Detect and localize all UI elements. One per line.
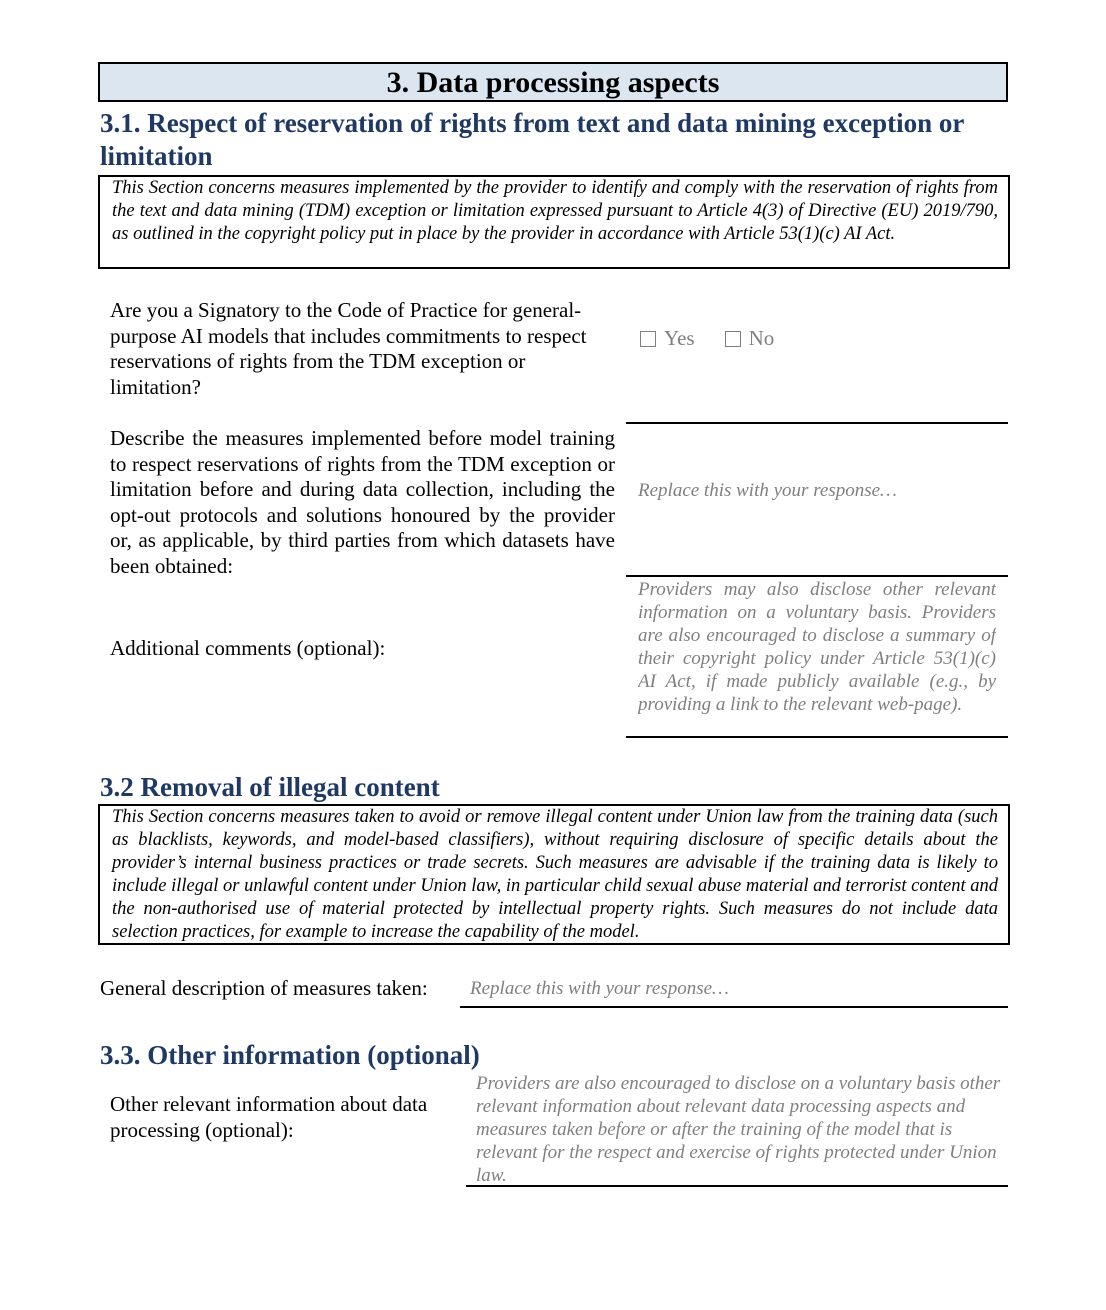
yes-label: Yes bbox=[664, 326, 695, 350]
heading-3-3: 3.3. Other information (optional) bbox=[100, 1040, 480, 1070]
checkbox-icon[interactable] bbox=[725, 331, 741, 347]
info-box-3-1: This Section concerns measures implemented by the provider to identify and comply with the reservation of rights from the text and data mining (TDM) exception or limitation expressed pursuant to Article 4(3) of Directive (EU) 2019/790, as outlined in the copyright policy put in place by the provider in accordance with Article 53(1)(c) AI Act. bbox=[98, 175, 1010, 269]
other-info-label: Other relevant information about data processing (optional): bbox=[110, 1092, 428, 1142]
divider-line bbox=[626, 736, 1008, 738]
signatory-question-label: Are you a Signatory to the Code of Practice for general-purpose AI models that includes commitments to respect reservations of rights from the TDM exception or limitation? bbox=[110, 298, 587, 399]
section-title: 3. Data processing aspects bbox=[98, 62, 1008, 102]
heading-3-2: 3.2 Removal of illegal content bbox=[100, 772, 440, 802]
divider-line bbox=[460, 1006, 1008, 1008]
heading-3-1: 3.1. Respect of reservation of rights from text and data mining exception or limitation bbox=[100, 108, 964, 171]
tdm-measures-label: Describe the measures implemented before model training to respect reservations of rights from the TDM exception or limitation before and during data collection, including the opt-out protocols and solutions honoured by the provider or, as applicable, by third parties from which datasets have been obtained: bbox=[110, 426, 615, 578]
divider-line bbox=[466, 1185, 1008, 1187]
no-checkbox[interactable] bbox=[725, 326, 775, 351]
signatory-options bbox=[640, 326, 774, 351]
measures-taken-response-field[interactable]: Replace this with your response… bbox=[470, 978, 729, 999]
additional-comments-label: Additional comments (optional): bbox=[110, 636, 386, 660]
other-info-response-field[interactable]: Providers are also encouraged to disclose on a voluntary basis other relevant information about relevant data processing aspects and measures taken before or after the training of the model that is relevant for the respect and exercise of rights protected under Union law. bbox=[476, 1073, 1001, 1184]
divider-line bbox=[626, 575, 1008, 577]
checkbox-icon[interactable] bbox=[640, 331, 656, 347]
divider-line bbox=[626, 422, 1008, 424]
no-label: No bbox=[748, 326, 775, 350]
tdm-measures-response-field[interactable]: Replace this with your response… bbox=[638, 480, 897, 501]
additional-comments-field[interactable]: Providers may also disclose other relevant information on a voluntary basis. Providers are also encouraged to disclose a summary of their copyright policy under Article 53(1)(c) AI Act, if made publicly available (e.g., by providing a link to the relevant web-page). bbox=[638, 579, 996, 715]
info-box-3-2: This Section concerns measures taken to avoid or remove illegal content under Union law from the training data (such as blacklists, keywords, and model-based classifiers), without requiring disclosure of specific details about the provider’s internal business practices or trade secrets. Such measures are advisable if the training data is likely to include illegal or unlawful content under Union law, in particular child sexual abuse material and terrorist content and the non-authorised use of material protected by intellectual property rights. Such measures do not include data selection practices, for example to increase the capability of the model. bbox=[98, 804, 1010, 945]
yes-checkbox[interactable] bbox=[640, 326, 695, 351]
measures-taken-label: General description of measures taken: bbox=[100, 976, 428, 1000]
